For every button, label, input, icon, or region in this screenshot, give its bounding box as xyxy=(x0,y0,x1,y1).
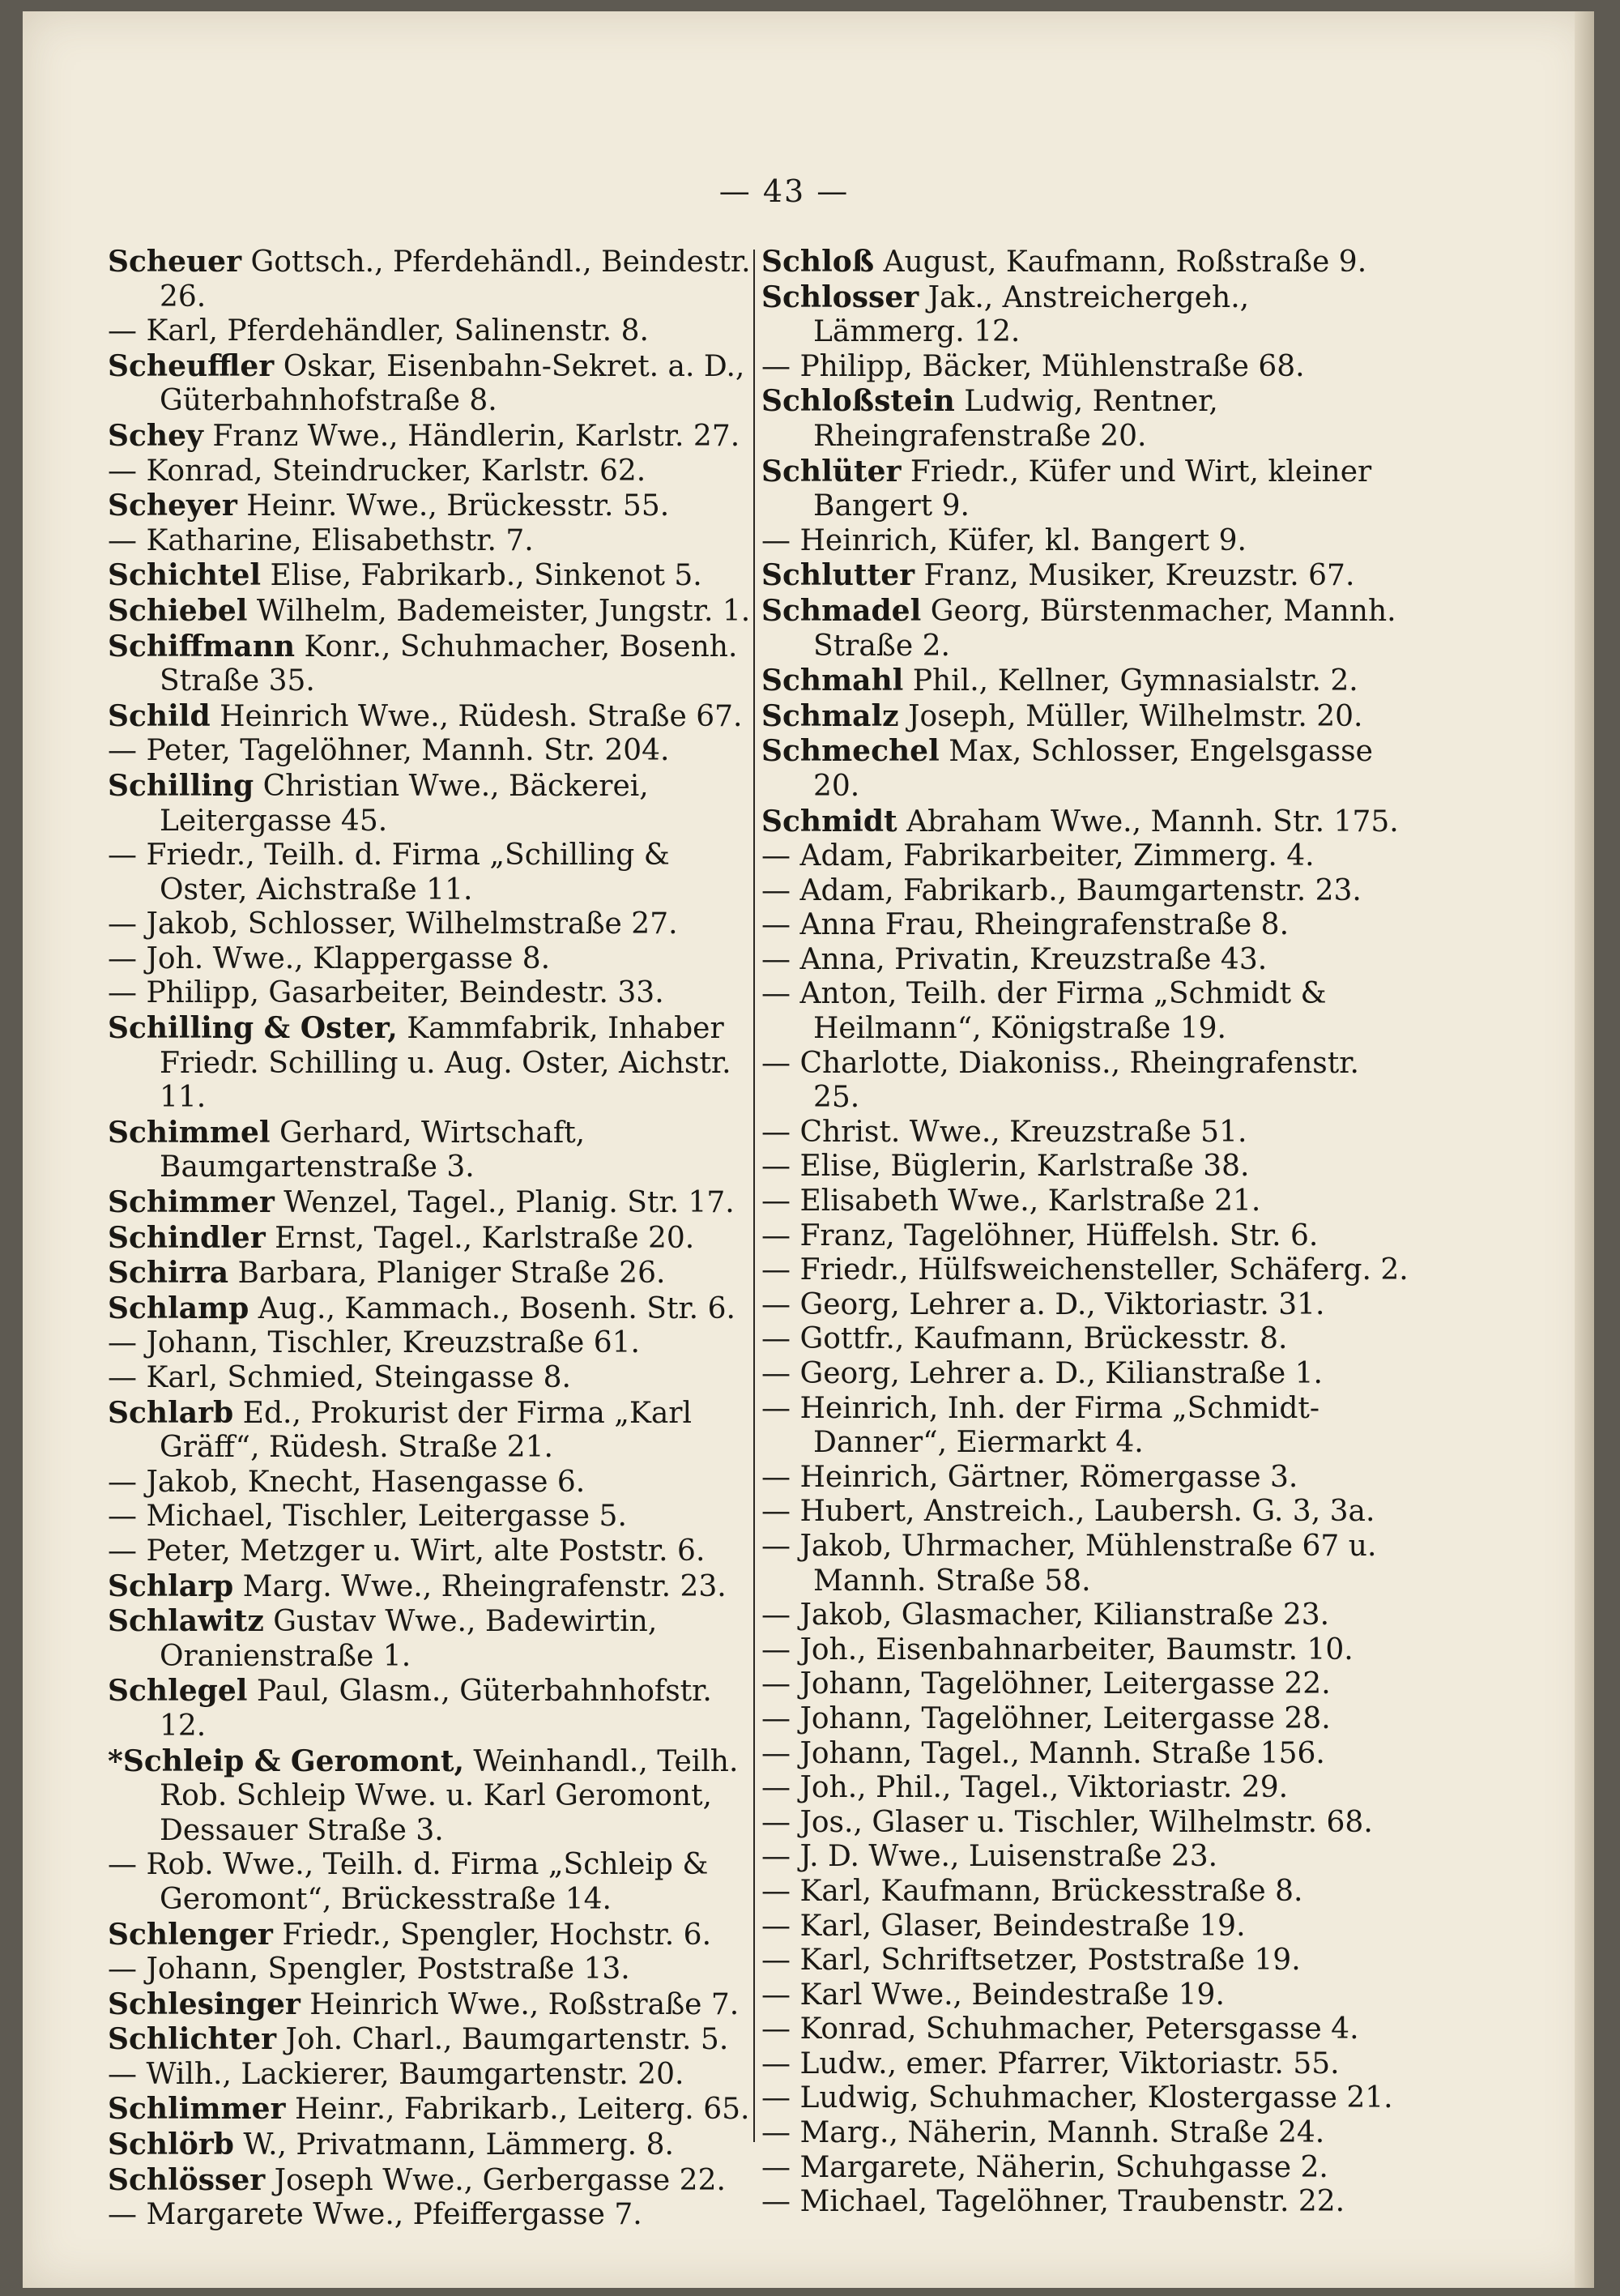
entry-details: — Michael, Tagelöhner, Traubenstr. 22. xyxy=(761,2185,1345,2219)
directory-entry xyxy=(761,1322,1409,1357)
entry-details: — Peter, Tagelöhner, Mannh. Str. 204. xyxy=(108,734,670,768)
directory-entry xyxy=(108,489,756,524)
entry-details: — Karl, Kaufmann, Brückesstraße 8. xyxy=(761,1874,1303,1908)
entry-details: Franz, Musiker, Kreuzstr. 67. xyxy=(914,559,1355,593)
directory-entry xyxy=(108,1848,756,1917)
directory-entry xyxy=(761,2185,1409,2220)
directory-entry xyxy=(108,2058,756,2093)
entry-details: — Margarete Wwe., Pfeiffergasse 7. xyxy=(108,2198,642,2232)
entry-details: — J. D. Wwe., Luisenstraße 23. xyxy=(761,1840,1218,1874)
directory-entry xyxy=(761,1598,1409,1633)
entry-details: — Johann, Tagelöhner, Leitergasse 28. xyxy=(761,1701,1331,1735)
directory-entry xyxy=(761,1495,1409,1530)
directory-entry xyxy=(761,524,1409,559)
directory-entry xyxy=(761,2151,1409,2186)
column-divider xyxy=(753,250,755,2142)
entry-details: — Heinrich, Küfer, kl. Bangert 9. xyxy=(761,523,1247,557)
entry-details: Elise, Fabrikarb., Sinkenot 5. xyxy=(261,559,702,593)
entry-surname: Schlesinger xyxy=(108,1987,301,2021)
directory-entry xyxy=(761,2116,1409,2151)
entry-surname: Schilling & Oster, xyxy=(108,1011,398,1046)
entry-details: — Karl, Schmied, Steingasse 8. xyxy=(108,1361,571,1394)
directory-entry xyxy=(761,1771,1409,1806)
directory-entry xyxy=(761,2047,1409,2082)
entry-details: — Philipp, Bäcker, Mühlenstraße 68. xyxy=(761,349,1305,383)
entry-details: — Georg, Lehrer a. D., Viktoriastr. 31. xyxy=(761,1287,1325,1321)
directory-entry xyxy=(108,1116,756,1185)
entry-details: — Heinrich, Gärtner, Römergasse 3. xyxy=(761,1460,1298,1494)
directory-entry xyxy=(108,455,756,489)
entry-details: — Franz, Tagelöhner, Hüffelsh. Str. 6. xyxy=(761,1218,1319,1253)
entry-details: — Georg, Lehrer a. D., Kilianstraße 1. xyxy=(761,1357,1323,1390)
directory-entry xyxy=(761,734,1409,804)
directory-entry xyxy=(108,524,756,559)
entry-details: — Heinrich, Inh. der Firma „Schmidt-Danner“, Eiermarkt 4. xyxy=(761,1391,1320,1460)
directory-entry xyxy=(761,455,1409,524)
directory-entry xyxy=(108,1918,756,1953)
right-column xyxy=(761,245,1409,2220)
entry-details: — Rob. Wwe., Teilh. d. Firma „Schleip & Geromont“, Brückesstraße 14. xyxy=(108,1848,709,1916)
entry-details: — Johann, Tischler, Kreuzstraße 61. xyxy=(108,1326,640,1360)
entry-details: — Karl, Glaser, Beindestraße 19. xyxy=(761,1909,1246,1943)
directory-entry xyxy=(761,1910,1409,1944)
entry-surname: Schilling xyxy=(108,768,254,803)
entry-surname: Schlosser xyxy=(761,280,919,314)
directory-entry xyxy=(108,419,756,455)
entry-details: — Katharine, Elisabethstr. 7. xyxy=(108,523,534,557)
directory-entry xyxy=(761,699,1409,735)
entry-surname: Schlüter xyxy=(761,454,902,489)
entry-details: Oskar, Eisenbahn-Sekret. a. D., Güterbahnhofstraße 8. xyxy=(160,349,745,418)
entry-details: Ed., Prokurist der Firma „Karl Gräff“, Rüdesh. Straße 21. xyxy=(160,1396,693,1465)
entry-surname: Schlenger xyxy=(108,1917,273,1952)
directory-entry xyxy=(108,1326,756,1361)
directory-entry xyxy=(108,699,756,735)
entry-details: — Johann, Tagelöhner, Leitergasse 22. xyxy=(761,1667,1331,1701)
directory-entry xyxy=(761,839,1409,874)
directory-entry xyxy=(761,1737,1409,1772)
directory-entry xyxy=(108,1221,756,1257)
entry-details: Heinr. Wwe., Brückesstr. 55. xyxy=(237,489,670,523)
entry-surname: Schlarb xyxy=(108,1395,234,1430)
entry-surname: Schlichter xyxy=(108,2022,277,2057)
entry-surname: Schloß xyxy=(761,245,875,279)
entry-details: Wenzel, Tagel., Planig. Str. 17. xyxy=(274,1186,735,1220)
entry-surname: Schmahl xyxy=(761,664,904,698)
entry-details: — Margarete, Näherin, Schuhgasse 2. xyxy=(761,2150,1328,2184)
entry-surname: Scheyer xyxy=(108,489,237,523)
directory-entry xyxy=(761,558,1409,594)
directory-entry xyxy=(108,2127,756,2163)
entry-details: Wilhelm, Bademeister, Jungstr. 1. xyxy=(247,594,751,628)
entry-details: — Anna Frau, Rheingrafenstraße 8. xyxy=(761,908,1290,942)
entry-details: Paul, Glasm., Güterbahnhofstr. 12. xyxy=(160,1675,712,1743)
entry-details: — Anna, Privatin, Kreuzstraße 43. xyxy=(761,942,1268,976)
entry-details: Jak., Anstreichergeh., Lämmerg. 12. xyxy=(813,280,1250,349)
directory-entry xyxy=(108,1011,756,1116)
entry-details: — Charlotte, Diakoniss., Rheingrafenstr. 25. xyxy=(761,1046,1359,1115)
directory-entry xyxy=(761,384,1409,454)
entry-surname: Schmadel xyxy=(761,593,922,628)
directory-entry xyxy=(761,804,1409,840)
entry-details: — Ludwig, Schuhmacher, Klostergasse 21. xyxy=(761,2081,1393,2115)
directory-entry xyxy=(761,1357,1409,1392)
entry-details: — Karl, Pferdehändler, Salinenstr. 8. xyxy=(108,314,649,348)
entry-surname: Schild xyxy=(108,698,211,733)
directory-entry xyxy=(108,734,756,769)
directory-entry xyxy=(761,1219,1409,1254)
entry-details: — Gottfr., Kaufmann, Brückesstr. 8. xyxy=(761,1322,1288,1356)
left-column xyxy=(108,245,756,2233)
entry-surname: Schirra xyxy=(108,1256,229,1291)
directory-entry xyxy=(108,839,756,907)
entry-details: — Christ. Wwe., Kreuzstraße 51. xyxy=(761,1115,1247,1149)
entry-details: — Adam, Fabrikarbeiter, Zimmerg. 4. xyxy=(761,839,1315,873)
directory-entry xyxy=(108,1256,756,1291)
entry-details: — Jos., Glaser u. Tischler, Wilhelmstr. 68. xyxy=(761,1805,1373,1839)
entry-details: Friedr., Spengler, Hochstr. 6. xyxy=(272,1918,712,1952)
directory-entry xyxy=(761,1633,1409,1668)
entry-surname: Schmalz xyxy=(761,698,899,733)
entry-details: — Elisabeth Wwe., Karlstraße 21. xyxy=(761,1184,1261,1218)
entry-details: Heinrich Wwe., Roßstraße 7. xyxy=(300,1987,740,2021)
entry-surname: Schichtel xyxy=(108,558,262,593)
entry-details: — Jakob, Knecht, Hasengasse 6. xyxy=(108,1465,586,1499)
directory-entry xyxy=(108,314,756,349)
directory-entry xyxy=(761,1253,1409,1288)
entry-details: — Friedr., Hülfsweichensteller, Schäferg. 2. xyxy=(761,1253,1409,1287)
entry-details: — Anton, Teilh. der Firma „Schmidt & Heilmann“, Königstraße 19. xyxy=(761,977,1327,1046)
directory-entry xyxy=(761,943,1409,978)
directory-entry xyxy=(761,908,1409,943)
directory-entry xyxy=(761,1702,1409,1737)
entry-details: W., Privatmann, Lämmerg. 8. xyxy=(233,2128,674,2162)
directory-entry xyxy=(108,1952,756,1987)
entry-details: Barbara, Planiger Straße 26. xyxy=(228,1257,666,1291)
entry-surname: Schiffmann xyxy=(108,629,296,664)
entry-details: — Adam, Fabrikarb., Baumgartenstr. 23. xyxy=(761,873,1362,907)
directory-entry xyxy=(108,976,756,1011)
entry-details: — Joh. Wwe., Klappergasse 8. xyxy=(108,941,551,975)
directory-entry xyxy=(108,594,756,629)
directory-entry xyxy=(108,1500,756,1534)
entry-details: Friedr., Küfer und Wirt, kleiner Bangert 9. xyxy=(813,455,1372,523)
entry-details: — Hubert, Anstreich., Laubersh. G. 3, 3a. xyxy=(761,1495,1375,1529)
entry-details: — Elise, Büglerin, Karlstraße 38. xyxy=(761,1150,1250,1184)
entry-surname: Schey xyxy=(108,418,203,453)
directory-entry xyxy=(761,977,1409,1046)
entry-surname: Scheuffler xyxy=(108,348,275,383)
entry-details: Joh. Charl., Baumgartenstr. 5. xyxy=(276,2023,729,2057)
directory-entry xyxy=(761,1461,1409,1496)
entry-details: — Jakob, Glasmacher, Kilianstraße 23. xyxy=(761,1598,1330,1632)
entry-details: — Johann, Tagel., Mannh. Straße 156. xyxy=(761,1736,1325,1770)
entry-surname: Schimmer xyxy=(108,1185,275,1220)
directory-entry xyxy=(108,907,756,942)
entry-details: Weinhandl., Teilh. Rob. Schleip Wwe. u. Karl Geromont, Dessauer Straße 3. xyxy=(160,1744,739,1847)
directory-entry xyxy=(761,1047,1409,1116)
directory-entry xyxy=(761,1667,1409,1702)
entry-surname: Schlawitz xyxy=(108,1604,264,1639)
directory-entry xyxy=(761,594,1409,664)
entry-surname: Schlösser xyxy=(108,2162,266,2197)
entry-details: — Jakob, Uhrmacher, Mühlenstraße 67 u. Mannh. Straße 58. xyxy=(761,1529,1377,1598)
entry-surname: Schlörb xyxy=(108,2127,234,2162)
entry-details: — Johann, Spengler, Poststraße 13. xyxy=(108,1952,630,1987)
entry-surname: Schiebel xyxy=(108,593,248,628)
entry-details: — Jakob, Schlosser, Wilhelmstraße 27. xyxy=(108,907,678,941)
entry-details: Heinr., Fabrikarb., Leiterg. 65. xyxy=(285,2093,750,2127)
directory-entry xyxy=(761,1978,1409,2013)
directory-entry xyxy=(108,1987,756,2023)
entry-details: — Friedr., Teilh. d. Firma „Schilling & Oster, Aichstraße 11. xyxy=(108,839,670,907)
directory-entry xyxy=(108,1604,756,1674)
directory-entry xyxy=(761,245,1409,280)
directory-entry xyxy=(108,1534,756,1569)
entry-details: — Philipp, Gasarbeiter, Beindestr. 33. xyxy=(108,976,664,1010)
entry-details: August, Kaufmann, Roßstraße 9. xyxy=(874,245,1367,279)
entry-details: Abraham Wwe., Mannh. Str. 175. xyxy=(897,804,1399,839)
entry-details: — Peter, Metzger u. Wirt, alte Poststr. 6. xyxy=(108,1534,706,1568)
directory-entry xyxy=(761,1840,1409,1875)
entry-surname: *Schleip & Geromont, xyxy=(108,1743,464,1778)
entry-details: Kammfabrik, Inhaber Friedr. Schilling u. Aug. Oster, Aichstr. 11. xyxy=(160,1012,731,1115)
directory-entry xyxy=(761,1150,1409,1184)
directory-entry xyxy=(761,350,1409,385)
entry-surname: Schlimmer xyxy=(108,2092,286,2127)
directory-entry xyxy=(108,2198,756,2233)
directory-entry xyxy=(761,1875,1409,1910)
entry-details: Konr., Schuhmacher, Bosenh. Straße 35. xyxy=(160,629,738,698)
directory-entry xyxy=(761,280,1409,350)
entry-details: — Karl, Schriftsetzer, Poststraße 19. xyxy=(761,1944,1301,1978)
entry-details: — Konrad, Steindrucker, Karlstr. 62. xyxy=(108,454,646,488)
directory-entry xyxy=(108,1674,756,1743)
entry-surname: Schlegel xyxy=(108,1674,248,1709)
entry-surname: Schlarp xyxy=(108,1568,234,1603)
directory-entry xyxy=(761,1184,1409,1219)
directory-entry xyxy=(108,1361,756,1396)
entry-surname: Scheuer xyxy=(108,245,242,279)
page-edge xyxy=(1575,11,1594,2288)
entry-details: — Joh., Eisenbahnarbeiter, Baumstr. 10. xyxy=(761,1632,1354,1667)
directory-entry xyxy=(108,1466,756,1500)
entry-surname: Schmechel xyxy=(761,734,940,769)
entry-details: Gottsch., Pferdehändl., Beindestr. 26. xyxy=(160,245,751,314)
directory-entry xyxy=(108,2022,756,2058)
directory-entry xyxy=(761,1288,1409,1323)
directory-entry xyxy=(108,1185,756,1221)
entry-details: — Marg., Näherin, Mannh. Straße 24. xyxy=(761,2116,1325,2150)
entry-details: Franz Wwe., Händlerin, Karlstr. 27. xyxy=(202,419,740,453)
directory-entry xyxy=(761,1392,1409,1461)
entry-details: — Konrad, Schuhmacher, Petersgasse 4. xyxy=(761,2012,1359,2046)
directory-entry xyxy=(761,1530,1409,1598)
entry-details: Ludwig, Rentner, Rheingrafenstraße 20. xyxy=(813,385,1218,453)
directory-entry xyxy=(108,558,756,594)
entry-surname: Schlutter xyxy=(761,558,915,593)
entry-surname: Schimmel xyxy=(108,1115,271,1150)
entry-details: Joseph Wwe., Gerbergasse 22. xyxy=(265,2163,726,2197)
entry-details: Max, Schlosser, Engelsgasse 20. xyxy=(813,735,1373,803)
directory-entry xyxy=(761,2081,1409,2116)
directory-entry xyxy=(761,874,1409,909)
entry-details: Marg. Wwe., Rheingrafenstr. 23. xyxy=(233,1569,727,1603)
entry-details: — Michael, Tischler, Leitergasse 5. xyxy=(108,1500,627,1534)
directory-entry xyxy=(108,349,756,419)
book-page xyxy=(23,11,1594,2288)
entry-details: Gustav Wwe., Badewirtin, Oranienstraße 1. xyxy=(160,1605,658,1673)
entry-surname: Schindler xyxy=(108,1220,266,1255)
entry-surname: Schloßstein xyxy=(761,384,955,419)
entry-details: Christian Wwe., Bäckerei, Leitergasse 45. xyxy=(160,769,649,838)
directory-entry xyxy=(108,1744,756,1849)
directory-entry xyxy=(108,1291,756,1327)
directory-entry xyxy=(761,1806,1409,1841)
directory-entry xyxy=(108,1396,756,1466)
entry-details: — Wilh., Lackierer, Baumgartenstr. 20. xyxy=(108,2057,684,2091)
directory-entry xyxy=(108,942,756,977)
directory-entry xyxy=(761,1944,1409,1978)
entry-details: Aug., Kammach., Bosenh. Str. 6. xyxy=(249,1291,735,1325)
entry-details: — Joh., Phil., Tagel., Viktoriastr. 29. xyxy=(761,1771,1289,1805)
directory-entry xyxy=(108,245,756,314)
entry-surname: Schlamp xyxy=(108,1291,249,1325)
directory-entry xyxy=(108,769,756,839)
directory-entry xyxy=(761,2012,1409,2047)
entry-surname: Schmidt xyxy=(761,804,897,839)
entry-details: Ernst, Tagel., Karlstraße 20. xyxy=(265,1221,695,1255)
directory-entry xyxy=(761,1116,1409,1150)
entry-details: Georg, Bürstenmacher, Mannh. Straße 2. xyxy=(813,594,1396,663)
entry-details: Heinrich Wwe., Rüdesh. Straße 67. xyxy=(210,699,743,733)
directory-entry xyxy=(761,664,1409,699)
directory-entry xyxy=(108,2092,756,2127)
entry-details: Phil., Kellner, Gymnasialstr. 2. xyxy=(903,664,1358,698)
directory-entry xyxy=(108,2163,756,2199)
entry-details: Joseph, Müller, Wilhelmstr. 20. xyxy=(898,699,1363,733)
entry-details: — Ludw., emer. Pfarrer, Viktoriastr. 55. xyxy=(761,2046,1340,2080)
directory-entry xyxy=(108,1569,756,1605)
page-number: — 43 — xyxy=(718,173,850,209)
entry-details: Gerhard, Wirtschaft, Baumgartenstraße 3. xyxy=(160,1116,586,1184)
entry-details: — Karl Wwe., Beindestraße 19. xyxy=(761,1978,1225,2012)
directory-entry xyxy=(108,629,756,699)
